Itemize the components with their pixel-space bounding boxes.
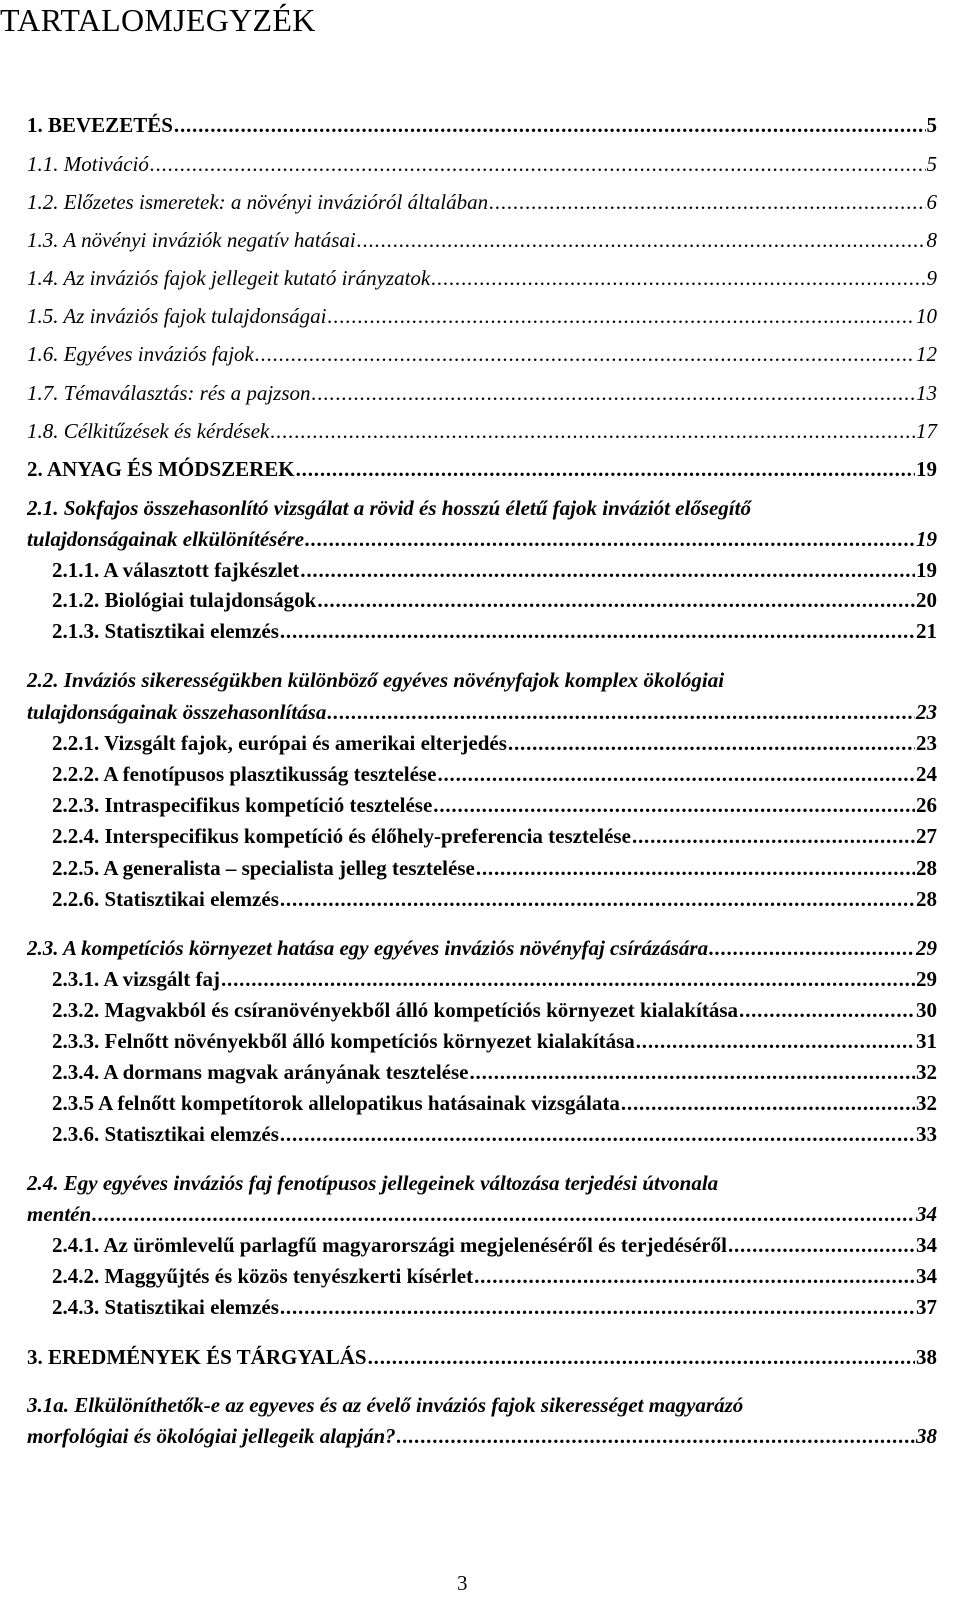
toc-entry-subsection[interactable] (0, 853, 960, 885)
toc-entry-page: 34 (916, 1202, 937, 1226)
toc-entry-page: 19 (916, 457, 937, 481)
dot-leader (280, 884, 915, 914)
toc-entry-section[interactable] (0, 524, 960, 556)
dot-leader (709, 933, 915, 963)
toc-entry-label: 2.4. Egy egyéves inváziós faj fenotípusos jellegeinek változása terjedési útvonala (27, 1171, 719, 1195)
dot-leader (327, 697, 915, 727)
toc-entry-page: 6 (926, 190, 937, 214)
toc-entry-subsection[interactable] (0, 884, 960, 916)
dot-leader (739, 995, 915, 1025)
toc-entry-subsection[interactable] (0, 1230, 960, 1262)
toc-entry-label: 2.2. Inváziós sikerességükben különböző egyéves növényfajok komplex ökológiai (27, 668, 725, 692)
toc-entry-section[interactable] (0, 416, 960, 448)
toc-entry-label: 2. ANYAG ÉS MÓDSZEREK (27, 457, 295, 481)
dot-leader (317, 585, 915, 615)
toc-entry-label: 2.4.3. Statisztikai elemzés (52, 1295, 279, 1319)
toc-entry-label: 1.6. Egyéves inváziós fajok (27, 342, 254, 366)
toc-entry-page: 31 (916, 1029, 937, 1053)
toc-entry-label: 2.2.3. Intraspecifikus kompetíció tesztelése (52, 793, 433, 817)
toc-entry-label: 2.4.1. Az ürömlevelű parlagfű magyarországi megjelenéséről és terjedéséről (52, 1233, 727, 1257)
toc-entry-page: 10 (916, 304, 937, 328)
toc-entry-page: 23 (916, 731, 937, 755)
toc-entry-label-continued: tulajdonságainak elkülönítésére (27, 527, 305, 551)
toc-entry-subsection[interactable] (0, 585, 960, 617)
toc-entry-subsection[interactable] (0, 1292, 960, 1324)
toc-entry-subsection[interactable] (0, 1261, 960, 1293)
page-number: 3 (457, 1571, 468, 1595)
toc-entry-label: 2.1.1. A választott fajkészlet (52, 558, 300, 582)
toc-entry-page: 32 (916, 1091, 937, 1115)
toc-entry-page: 19 (916, 558, 937, 582)
toc-entry-page: 33 (916, 1122, 937, 1146)
toc-entry-label: 2.1.3. Statisztikai elemzés (52, 619, 279, 643)
toc-entry-section[interactable] (0, 339, 960, 371)
toc-entry-section[interactable] (0, 697, 960, 729)
dot-leader (312, 378, 915, 408)
toc-entry-label-continued: mentén (27, 1202, 92, 1226)
dot-leader (368, 1342, 915, 1372)
toc-entry-subsection[interactable] (0, 1088, 960, 1120)
toc-entry-label: 2.2.2. A fenotípusos plasztikusság tesztelése (52, 762, 437, 786)
toc-entry-label: 1.1. Motiváció (27, 152, 149, 176)
dot-leader (437, 759, 915, 789)
toc-entry-label: 2.3.3. Felnőtt növényekből álló kompetíciós környezet kialakítása (52, 1029, 635, 1053)
toc-entry-section-first-line[interactable] (0, 493, 960, 525)
toc-entry-page: 32 (916, 1060, 937, 1084)
dot-leader (431, 263, 925, 293)
dot-leader (300, 555, 915, 585)
toc-entry-page: 19 (916, 527, 937, 551)
dot-leader (508, 728, 915, 758)
toc-entry-label: 2.2.4. Interspecifikus kompetíció és élőhely-preferencia tesztelése (52, 824, 631, 848)
toc-entry-section[interactable] (0, 1199, 960, 1231)
dot-leader (305, 524, 915, 554)
dot-leader (327, 301, 915, 331)
toc-entry-page: 8 (926, 228, 937, 252)
dot-leader (621, 1088, 915, 1118)
toc-entry-label: 2.1. Sokfajos összehasonlító vizsgálat a rövid és hosszú életű fajok inváziót elősegítő (27, 496, 751, 520)
toc-entry-section[interactable] (0, 301, 960, 333)
toc-entry-page: 24 (916, 762, 937, 786)
toc-entry-section-first-line[interactable] (0, 1168, 960, 1200)
toc-entry-page: 5 (926, 113, 937, 137)
dot-leader (433, 790, 915, 820)
toc-entry-chapter[interactable] (0, 454, 960, 486)
toc-entry-label: 3. EREDMÉNYEK ÉS TÁRGYALÁS (27, 1345, 367, 1369)
toc-entry-page: 34 (916, 1264, 937, 1288)
dot-leader (280, 1119, 915, 1149)
toc-entry-label: 1.4. Az inváziós fajok jellegeit kutató irányzatok (27, 266, 431, 290)
dot-leader (270, 416, 915, 446)
toc-entry-section[interactable] (0, 225, 960, 257)
dot-leader (636, 1026, 915, 1056)
dot-leader (489, 187, 925, 217)
toc-entry-label: 2.4.2. Maggyűjtés és közös tenyészkerti kísérlet (52, 1264, 474, 1288)
dot-leader (357, 225, 926, 255)
toc-entry-subsection[interactable] (0, 995, 960, 1027)
toc-entry-page: 37 (916, 1295, 937, 1319)
toc-entry-subsection[interactable] (0, 821, 960, 853)
toc-entry-label: 3.1a. Elkülöníthetők-e az egyeves és az évelő inváziós fajok sikerességet magyarázó (27, 1393, 744, 1417)
toc-entry-page: 38 (916, 1424, 937, 1448)
toc-entry-page: 20 (916, 588, 937, 612)
dot-leader (474, 1261, 915, 1291)
toc-entry-section-first-line[interactable] (0, 1390, 960, 1422)
toc-entry-label: 1.3. A növényi inváziók negatív hatásai (27, 228, 356, 252)
toc-entry-subsection[interactable] (0, 790, 960, 822)
toc-entry-chapter[interactable] (0, 110, 960, 142)
toc-entry-label-continued: morfológiai és ökológiai jellegeik alapján? (27, 1424, 396, 1448)
toc-entry-section[interactable] (0, 933, 960, 965)
toc-entry-label: 2.3.4. A dormans magvak arányának tesztelése (52, 1060, 469, 1084)
toc-entry-page: 9 (926, 266, 937, 290)
dot-leader (280, 1292, 915, 1322)
toc-entry-page: 23 (916, 700, 937, 724)
toc-entry-page: 5 (926, 152, 937, 176)
toc-entry-subsection[interactable] (0, 555, 960, 587)
dot-leader (280, 616, 915, 646)
toc-entry-page: 13 (916, 381, 937, 405)
toc-entry-label: 2.3.5 A felnőtt kompetítorok allelopatikus hatásainak vizsgálata (52, 1091, 620, 1115)
toc-entry-label: 2.3. A kompetíciós környezet hatása egy egyéves inváziós növényfaj csírázására (27, 936, 709, 960)
toc-entry-subsection[interactable] (0, 759, 960, 791)
toc-entry-page: 27 (916, 824, 937, 848)
toc-entry-page: 29 (916, 967, 937, 991)
toc-entry-page: 28 (916, 887, 937, 911)
toc-entry-page: 38 (916, 1345, 937, 1369)
toc-entry-label: 1. BEVEZETÉS (27, 113, 173, 137)
toc-entry-subsection[interactable] (0, 1119, 960, 1151)
toc-entry-page: 29 (916, 936, 937, 960)
toc-entry-label: 1.7. Témaválasztás: rés a pajzson (27, 381, 311, 405)
dot-leader (255, 339, 915, 369)
toc-entry-page: 34 (916, 1233, 937, 1257)
toc-entry-label: 2.3.2. Magvakból és csíranövényekből álló kompetíciós környezet kialakítása (52, 998, 739, 1022)
toc-entry-label: 1.5. Az inváziós fajok tulajdonságai (27, 304, 327, 328)
toc-entry-label-continued: tulajdonságainak összehasonlítása (27, 700, 327, 724)
toc-entry-page: 12 (916, 342, 937, 366)
toc-entry-page: 28 (916, 856, 937, 880)
toc-entry-label: 2.1.2. Biológiai tulajdonságok (52, 588, 317, 612)
toc-entry-label: 2.2.1. Vizsgált fajok, európai és amerikai elterjedés (52, 731, 507, 755)
dot-leader (221, 964, 915, 994)
toc-entry-subsection[interactable] (0, 1057, 960, 1089)
dot-leader (728, 1230, 915, 1260)
toc-entry-section-first-line[interactable] (0, 665, 960, 697)
toc-entry-subsection[interactable] (0, 1026, 960, 1058)
dot-leader (632, 821, 915, 851)
toc-entry-section[interactable] (0, 263, 960, 295)
dot-leader (470, 1057, 916, 1087)
toc-entry-label: 2.3.6. Statisztikai elemzés (52, 1122, 279, 1146)
toc-entry-label: 2.2.6. Statisztikai elemzés (52, 887, 279, 911)
dot-leader (92, 1199, 915, 1229)
dot-leader (476, 853, 915, 883)
toc-entry-subsection[interactable] (0, 964, 960, 996)
dot-leader (296, 454, 915, 484)
toc-entry-label: 2.2.5. A generalista – specialista jelleg tesztelése (52, 856, 475, 880)
dot-leader (174, 110, 926, 140)
toc-entry-section[interactable] (0, 378, 960, 410)
toc-entry-page: 17 (916, 419, 937, 443)
dot-leader (150, 149, 926, 179)
toc-entry-chapter[interactable] (0, 1342, 960, 1374)
toc-entry-page: 26 (916, 793, 937, 817)
dot-leader (397, 1421, 915, 1451)
toc-entry-label: 2.3.1. A vizsgált faj (52, 967, 220, 991)
toc-entry-subsection[interactable] (0, 616, 960, 648)
toc-entry-page: 21 (916, 619, 937, 643)
toc-entry-label: 1.8. Célkitűzések és kérdések (27, 419, 270, 443)
toc-entry-section[interactable] (0, 187, 960, 219)
toc-entry-label: 1.2. Előzetes ismeretek: a növényi invázióról általában (27, 190, 489, 214)
toc-entry-subsection[interactable] (0, 728, 960, 760)
toc-entry-page: 30 (916, 998, 937, 1022)
toc-entry-section[interactable] (0, 1421, 960, 1453)
toc-entry-section[interactable] (0, 149, 960, 181)
toc-title: TARTALOMJEGYZÉK (0, 2, 316, 38)
